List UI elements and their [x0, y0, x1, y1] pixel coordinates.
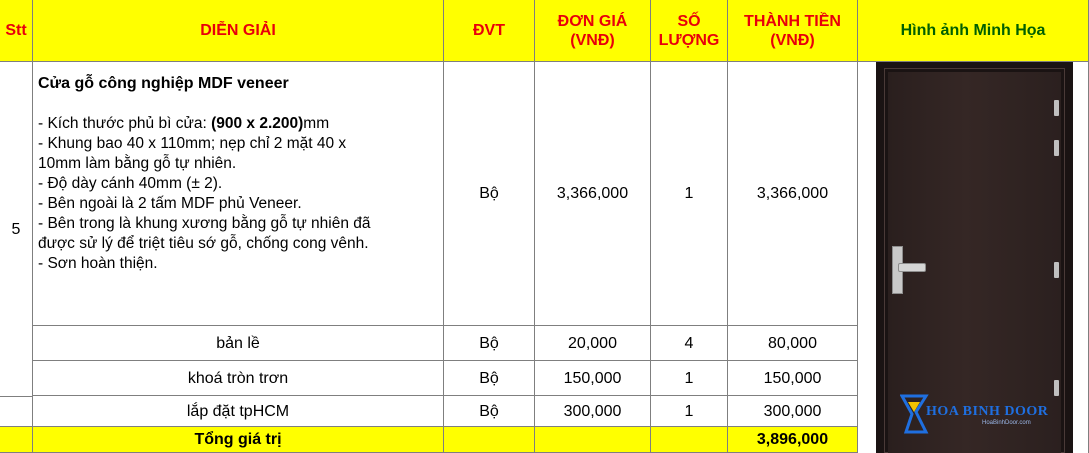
header-stt: Stt	[0, 0, 33, 62]
table-row-unit: Bộ	[444, 396, 535, 427]
total-unit-price	[535, 427, 651, 453]
table-row-unit: Bộ	[444, 326, 535, 361]
total-unit	[444, 427, 535, 453]
header-unit-price-line1: ĐƠN GIÁ	[557, 12, 628, 30]
total-stt	[0, 427, 33, 453]
hinge-icon	[1054, 380, 1059, 396]
table-row-description: bản lề	[33, 326, 444, 361]
main-item-line: - Sơn hoàn thiện.	[38, 255, 158, 272]
header-unit: ĐVT	[444, 0, 535, 62]
header-unit-price	[535, 0, 651, 62]
hinge-icon	[1054, 100, 1059, 116]
table-row-amount: 150,000	[728, 361, 858, 396]
table-row-unit: Bộ	[444, 361, 535, 396]
table-row-quantity: 1	[651, 361, 728, 396]
main-item-line: - Bên trong là khung xương bằng gỗ tự nhiên đã	[38, 215, 371, 232]
door-photo	[876, 62, 1073, 453]
header-amount	[728, 0, 858, 62]
main-item-description	[33, 62, 444, 326]
hinge-icon	[1054, 140, 1059, 156]
header-amount-line1: THÀNH TIỀN	[744, 12, 841, 30]
brand-logo	[896, 388, 1049, 438]
door-handle	[898, 263, 926, 272]
main-item-line: 10mm làm bằng gỗ tự nhiên.	[38, 155, 237, 172]
table-row-quantity: 1	[651, 396, 728, 427]
table-row-description: khoá tròn trơn	[33, 361, 444, 396]
size-suffix: mm	[303, 115, 330, 132]
total-label: Tổng giá trị	[33, 427, 444, 453]
header-unit-price-line2: (VNĐ)	[570, 31, 615, 49]
main-item-size	[38, 114, 329, 134]
total-quantity	[651, 427, 728, 453]
header-quantity-line2: LƯỢNG	[658, 31, 720, 49]
main-item-quantity: 1	[651, 62, 728, 326]
main-item-amount: 3,366,000	[728, 62, 858, 326]
table-row-amount: 80,000	[728, 326, 858, 361]
header-amount-line2: (VNĐ)	[770, 31, 815, 49]
header-quantity-line1: SỐ	[677, 12, 701, 30]
header-image: Hình ảnh Minh Họa	[858, 0, 1089, 62]
hinge-icon	[1054, 262, 1059, 278]
header-description: DIỄN GIẢI	[33, 0, 444, 62]
logo-text: HOA BINH DOOR	[926, 404, 1049, 419]
table-row-amount: 300,000	[728, 396, 858, 427]
table-row-unit-price: 300,000	[535, 396, 651, 427]
table-row-description: lắp đặt tpHCM	[33, 396, 444, 427]
table-row-unit-price: 150,000	[535, 361, 651, 396]
size-prefix: - Kích thước phủ bì cửa:	[38, 115, 212, 132]
main-item-unit: Bộ	[444, 62, 535, 326]
main-item-title: Cửa gỗ công nghiệp MDF veneer	[38, 75, 289, 92]
main-item-line: được sử lý để triệt tiêu sớ gỗ, chống cong vênh.	[38, 235, 369, 252]
total-amount: 3,896,000	[728, 427, 858, 453]
main-item-line: - Độ dày cánh 40mm (± 2).	[38, 175, 223, 192]
table-row-quantity: 4	[651, 326, 728, 361]
main-item-line: - Khung bao 40 x 110mm; nẹp chỉ 2 mặt 40 x	[38, 135, 347, 152]
header-quantity	[651, 0, 728, 62]
size-value: (900 x 2.200)	[211, 115, 304, 132]
table-row-unit-price: 20,000	[535, 326, 651, 361]
main-item-unit-price: 3,366,000	[535, 62, 651, 326]
main-item-line: - Bên ngoài là 2 tấm MDF phủ Veneer.	[38, 195, 302, 212]
logo-sub: HoaBinhDoor.com	[982, 420, 1031, 426]
table-row-stt	[0, 396, 33, 427]
main-item-stt: 5	[0, 62, 33, 396]
